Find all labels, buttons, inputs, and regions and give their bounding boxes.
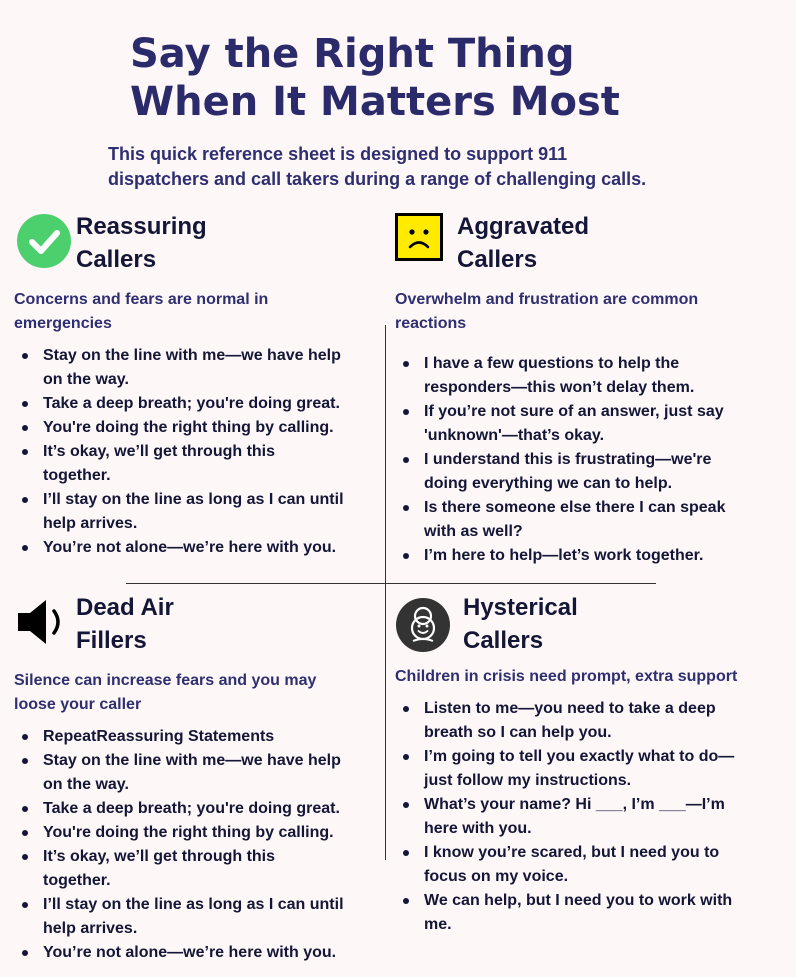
list-item-line: together. <box>43 467 111 484</box>
list-item <box>395 352 725 400</box>
list-item <box>14 416 344 440</box>
bullet-list <box>14 344 344 560</box>
list-item-line: If you’re not sure of an answer, just say <box>424 403 724 420</box>
list-item-line: Take a deep breath; you're doing great. <box>43 800 340 817</box>
section-title <box>463 591 578 657</box>
list-item <box>395 889 734 937</box>
list-item <box>14 821 344 845</box>
list-item-line: It’s okay, we’ll get through this <box>43 848 276 865</box>
subtitle-line: Silence can increase fears and you may <box>14 672 317 689</box>
subtitle-line: Concerns and fears are normal in <box>14 291 269 308</box>
section-title-line: Callers <box>76 246 157 273</box>
section-title-line: Callers <box>463 627 544 654</box>
list-item <box>395 448 725 496</box>
list-item-line: help arrives. <box>43 920 138 937</box>
list-item-line: Is there someone else there I can speak <box>424 499 726 516</box>
list-item <box>14 440 344 488</box>
list-item <box>14 893 344 941</box>
list-item <box>395 544 725 568</box>
section-reassuring <box>14 210 384 570</box>
child-face-icon <box>395 597 451 653</box>
section-aggravated <box>395 210 785 570</box>
section-subtitle <box>395 288 698 336</box>
title-line: Say the Right Thing <box>130 31 575 77</box>
list-item <box>14 749 344 797</box>
check-circle-icon <box>16 213 72 269</box>
list-item-line: help arrives. <box>43 515 138 532</box>
list-item <box>395 793 734 841</box>
section-dead-air <box>14 591 384 971</box>
section-hysterical <box>395 591 790 971</box>
list-item-line: We can help, but I need you to work with <box>424 892 733 909</box>
section-subtitle <box>395 665 737 689</box>
list-item-line: with as well? <box>424 523 523 540</box>
list-item <box>14 392 344 416</box>
section-title-line: Dead Air <box>76 594 174 621</box>
frown-face-icon <box>395 213 443 261</box>
subtitle-line: reactions <box>395 315 467 332</box>
list-item-line: focus on my voice. <box>424 868 569 885</box>
page-title <box>130 30 620 126</box>
list-item-line: You’re not alone—we’re here with you. <box>43 539 337 556</box>
list-item-line: Listen to me—you need to take a deep <box>424 700 716 717</box>
list-item-line: I’m going to tell you exactly what to do— <box>424 748 735 765</box>
list-item <box>395 841 734 889</box>
list-item-line: I’m here to help—let’s work together. <box>424 547 704 564</box>
list-item-line: breath so I can help you. <box>424 724 612 741</box>
intro-line: This quick reference sheet is designed to support 911 <box>108 144 568 164</box>
list-item <box>14 725 344 749</box>
list-item <box>14 797 344 821</box>
list-item-line: me. <box>424 916 452 933</box>
section-subtitle <box>14 669 316 717</box>
bullet-list <box>14 725 344 965</box>
list-item-line: I have a few questions to help the <box>424 355 680 372</box>
list-item-line: RepeatReassuring Statements <box>43 728 275 745</box>
list-item <box>14 488 344 536</box>
list-item-line: 'unknown'—that’s okay. <box>424 427 605 444</box>
horizontal-divider <box>126 583 656 584</box>
subtitle-line: Children in crisis need prompt, extra support <box>395 668 738 685</box>
list-item-line: doing everything we can to help. <box>424 475 673 492</box>
list-item-line: I know you’re scared, but I need you to <box>424 844 720 861</box>
list-item <box>395 400 725 448</box>
subtitle-line: emergencies <box>14 315 112 332</box>
speaker-icon <box>16 597 68 647</box>
list-item <box>395 745 734 793</box>
list-item <box>395 496 725 544</box>
list-item-line: on the way. <box>43 776 129 793</box>
bullet-list <box>395 697 734 937</box>
list-item-line: I understand this is frustrating—we're <box>424 451 712 468</box>
section-title-line: Callers <box>457 246 538 273</box>
list-item-line: here with you. <box>424 820 532 837</box>
list-item-line: on the way. <box>43 371 129 388</box>
list-item-line: I’ll stay on the line as long as I can until <box>43 491 344 508</box>
list-item <box>14 845 344 893</box>
section-subtitle <box>14 288 268 336</box>
list-item-line: You’re not alone—we’re here with you. <box>43 944 337 961</box>
list-item-line: Take a deep breath; you're doing great. <box>43 395 340 412</box>
list-item-line: You're doing the right thing by calling. <box>43 824 334 841</box>
list-item-line: Stay on the line with me—we have help <box>43 347 341 364</box>
list-item-line: You're doing the right thing by calling. <box>43 419 334 436</box>
list-item-line: responders—this won’t delay them. <box>424 379 695 396</box>
title-line: When It Matters Most <box>130 79 620 125</box>
section-title-line: Fillers <box>76 627 147 654</box>
section-title-line: Aggravated <box>457 213 590 240</box>
section-title <box>457 210 589 276</box>
section-title <box>76 591 174 657</box>
bullet-list <box>395 352 725 568</box>
list-item <box>395 697 734 745</box>
list-item-line: What’s your name? Hi ___, I’m ___—I’m <box>424 796 725 813</box>
list-item <box>14 344 344 392</box>
list-item-line: just follow my instructions. <box>424 772 632 789</box>
list-item-line: I’ll stay on the line as long as I can until <box>43 896 344 913</box>
list-item <box>14 536 344 560</box>
section-title-line: Reassuring <box>76 213 207 240</box>
section-title <box>76 210 207 276</box>
list-item-line: Stay on the line with me—we have help <box>43 752 341 769</box>
section-title-line: Hysterical <box>463 594 578 621</box>
list-item <box>14 941 344 965</box>
subtitle-line: Overwhelm and frustration are common <box>395 291 699 308</box>
intro-line: dispatchers and call takers during a range of challenging calls. <box>108 169 647 189</box>
intro-text <box>108 142 708 192</box>
subtitle-line: loose your caller <box>14 696 142 713</box>
list-item-line: together. <box>43 872 111 889</box>
vertical-divider <box>385 325 386 860</box>
list-item-line: It’s okay, we’ll get through this <box>43 443 276 460</box>
